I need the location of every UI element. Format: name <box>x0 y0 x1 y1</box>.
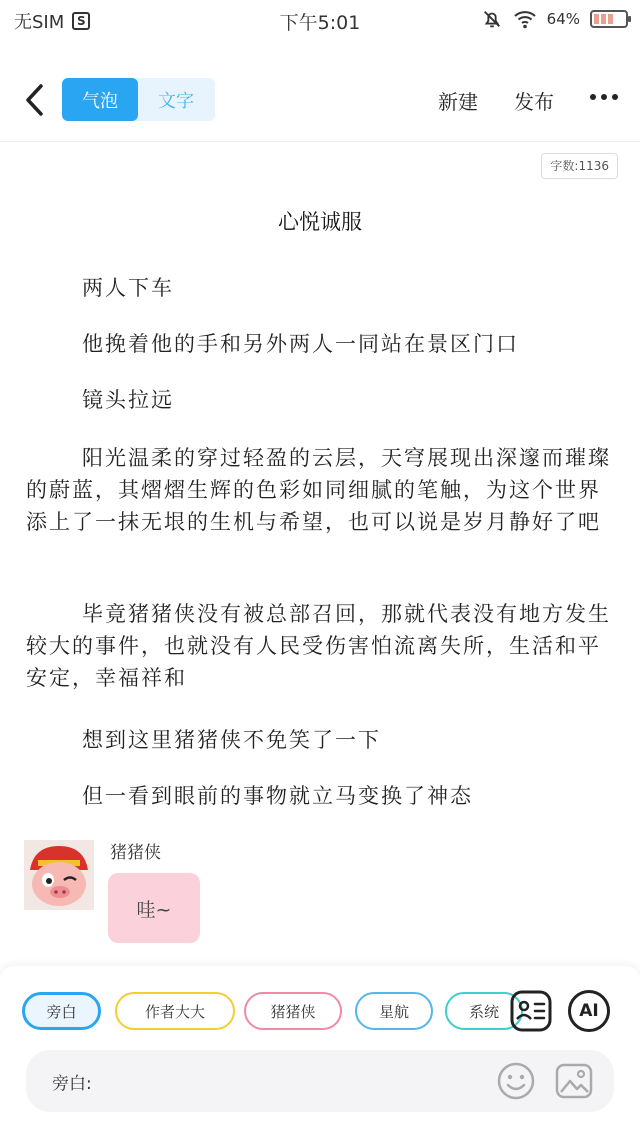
image-button[interactable] <box>554 1061 594 1101</box>
input-role-label: 旁白: <box>52 1074 92 1094</box>
new-button[interactable]: 新建 <box>438 90 478 114</box>
back-button[interactable] <box>14 78 54 122</box>
battery-icon <box>590 10 628 28</box>
smiley-icon <box>496 1061 536 1101</box>
role-chip-narrator[interactable]: 旁白 <box>22 992 101 1030</box>
more-dot <box>612 94 618 100</box>
word-count-badge: 字数:1136 <box>541 153 618 179</box>
s-app-icon: S <box>72 12 90 30</box>
status-bar <box>0 0 640 42</box>
publish-button[interactable]: 发布 <box>514 90 554 114</box>
speaker-name: 猪猪侠 <box>110 843 161 863</box>
ai-button[interactable]: AI <box>568 990 610 1032</box>
paragraph[interactable]: 镜头拉远 <box>82 388 174 412</box>
bell-off-icon <box>481 8 503 30</box>
role-chip-xinghang[interactable]: 星航 <box>355 992 433 1030</box>
role-chip-pig-hero[interactable]: 猪猪侠 <box>244 992 342 1030</box>
message-input-row <box>26 1050 614 1112</box>
compose-panel <box>0 966 640 1138</box>
battery-percent: 64% <box>546 10 580 28</box>
paragraph[interactable]: 毕竟猪猪侠没有被总部召回，那就代表没有地方发生较大的事件，也就没有人民受伤害怕流离失所，生活和平安定，幸福祥和 <box>26 602 611 690</box>
message-bubble[interactable]: 哇~ <box>108 873 200 943</box>
paragraph[interactable]: 他挽着他的手和另外两人一同站在景区门口 <box>82 332 519 356</box>
status-right <box>481 8 628 30</box>
clock: 下午5:01 <box>279 12 361 34</box>
more-dot <box>590 94 596 100</box>
role-chip-system[interactable]: 系统 <box>445 992 523 1030</box>
role-chip-author[interactable]: 作者大大 <box>115 992 235 1030</box>
document-title[interactable]: 心悦诚服 <box>278 210 362 234</box>
contact-card-icon <box>510 990 552 1032</box>
carrier-text: 无SIM <box>14 12 65 33</box>
mode-switch <box>62 78 215 121</box>
more-dot <box>601 94 607 100</box>
chevron-left-icon <box>23 83 45 117</box>
more-button[interactable] <box>590 94 618 100</box>
paragraph[interactable]: 阳光温柔的穿过轻盈的云层，天穹展现出深邃而璀璨的蔚蓝，其熠熠生辉的色彩如同细腻的笔触，为这个世界添上了一抹无垠的生机与希望，也可以说是岁月静好了吧 <box>26 446 611 534</box>
paragraph[interactable]: 想到这里猪猪侠不免笑了一下 <box>82 728 381 752</box>
image-icon <box>554 1061 594 1101</box>
avatar[interactable] <box>24 840 94 910</box>
role-selector <box>22 992 499 1032</box>
tab-bubble[interactable]: 气泡 <box>62 78 138 121</box>
emoji-button[interactable] <box>496 1061 536 1101</box>
paragraph[interactable]: 两人下车 <box>82 276 174 300</box>
message-input[interactable] <box>114 1062 494 1100</box>
tab-text[interactable]: 文字 <box>158 90 194 112</box>
wifi-icon <box>513 9 537 29</box>
pig-hero-avatar-icon <box>24 840 94 910</box>
editor-header <box>0 58 640 142</box>
role-card-button[interactable] <box>510 990 552 1032</box>
paragraph[interactable]: 但一看到眼前的事物就立马变换了神态 <box>82 784 473 808</box>
